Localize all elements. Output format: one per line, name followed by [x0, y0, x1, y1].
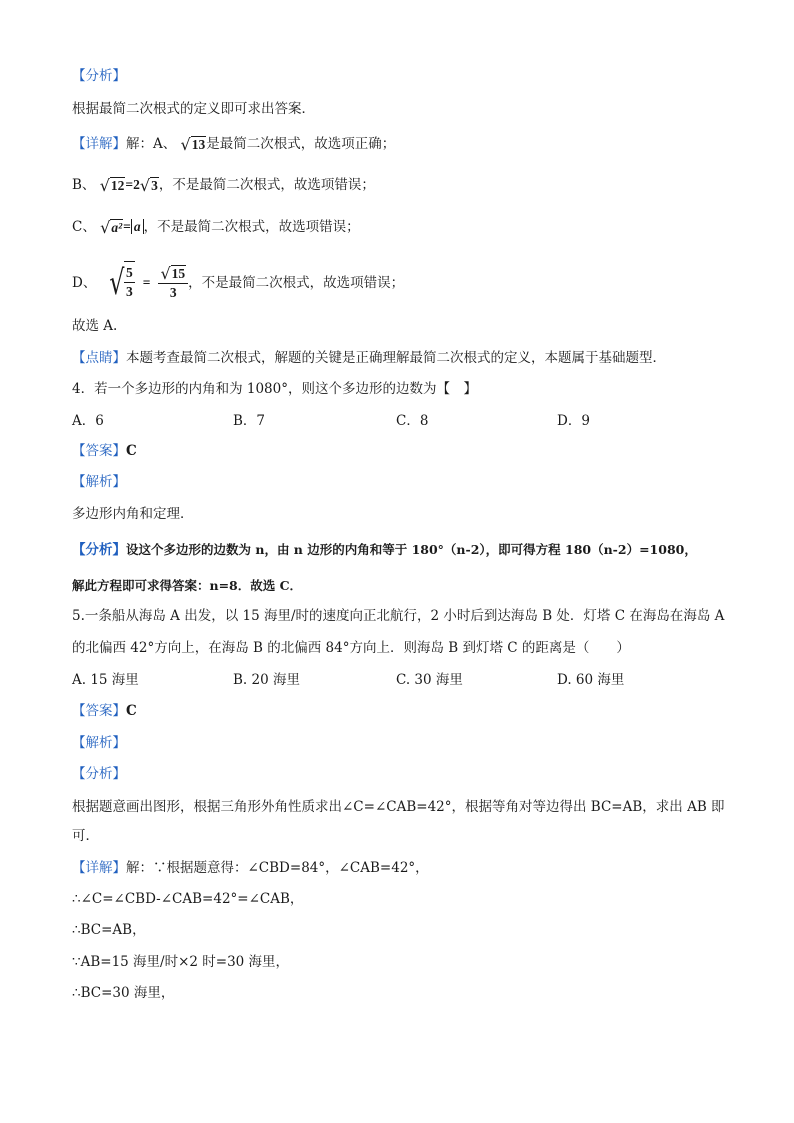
- q4-answer-line: [72, 441, 734, 461]
- q4-stem: 4．若一个多边形的内角和为 1080°，则这个多边形的边数为【 】: [72, 381, 477, 397]
- option-b-prefix: B、: [72, 177, 96, 193]
- sqrt-3-radicand: 3: [151, 177, 158, 193]
- q5-option-c: C. 30 海里: [396, 672, 463, 688]
- detail-prefix: 解：A、: [126, 136, 177, 152]
- q5-stem-2: 的北偏西 42°方向上，在海岛 B 的北偏西 84°方向上．则海岛 B 到灯塔 C 的距离是（ ）: [72, 640, 630, 656]
- frac-5-den: 3: [126, 284, 133, 299]
- q5-answer: C: [126, 703, 137, 719]
- detail-line-a: [72, 134, 734, 154]
- q4-option-c: C．8: [396, 413, 429, 429]
- q4-topic: 多边形内角和定理．: [72, 506, 194, 522]
- q5-detail-4: ∵AB=15 海里/时×2 时=30 海里，: [72, 954, 290, 970]
- sqrt-3: √ 3: [139, 175, 158, 195]
- q5-answer-line: [72, 701, 734, 721]
- frac-5-num: 5: [124, 264, 135, 283]
- sqrt-15-radicand: 15: [171, 265, 186, 281]
- choose-a: 故选 A.: [72, 318, 118, 334]
- b-equals: =2: [125, 177, 140, 192]
- sqrt-13: √ 13: [180, 134, 206, 154]
- sqrt-a-squared-radicand: a²: [111, 219, 123, 235]
- q5-analysis-text2: 可．: [72, 828, 99, 844]
- d-equals: =: [142, 275, 151, 290]
- option-d-prefix: D、: [72, 275, 97, 291]
- q5-option-a: A. 15 海里: [72, 672, 139, 688]
- q4-analysis-text: 设这个多边形的边数为 n，由 n 边形的内角和等于 180°（n-2），即可得方程 180（n-2）=1080，: [126, 542, 697, 557]
- q5-detail-5: ∴BC=30 海里，: [72, 985, 175, 1001]
- sqrt-5-over-3: √ $\frac{5}{3}$: [109, 263, 133, 303]
- q5-detail-3: ∴BC=AB，: [72, 922, 146, 938]
- sqrt15-over-3: √ 15 3: [158, 264, 188, 302]
- q4-option-a: A．6: [72, 413, 104, 429]
- q5-answer-label: 【答案】: [72, 703, 126, 719]
- q5-stem-1: 5.一条船从海岛 A 出发，以 15 海里/时的速度向正北航行，2 小时后到达海岛 B 处．灯塔 C 在海岛在海岛 A: [72, 608, 725, 624]
- sqrt-a-squared: √ a²: [100, 217, 123, 237]
- q5-detail-2: ∴∠C=∠CBD-∠CAB=42°=∠CAB，: [72, 891, 304, 907]
- q5-jiexi-label: 【解析】: [72, 735, 126, 751]
- option-b-suffix: ，不是最简二次根式，故选项错误；: [158, 177, 375, 193]
- option-c-line: [72, 217, 734, 237]
- q4-analysis-label: 【分析】: [72, 542, 126, 558]
- option-d-line: [72, 258, 734, 308]
- analysis-label: 【分析】: [72, 68, 126, 84]
- q5-option-b: B. 20 海里: [233, 672, 300, 688]
- c-equals: =: [123, 219, 131, 234]
- q4-answer-label: 【答案】: [72, 443, 126, 459]
- detail-label: 【详解】: [72, 136, 126, 152]
- detail-a-suffix: 是最简二次根式，故选项正确；: [206, 136, 396, 152]
- sqrt-12: √ 12: [99, 175, 125, 195]
- sqrt-12-radicand: 12: [110, 177, 125, 193]
- q5-detail-label: 【详解】: [72, 860, 126, 876]
- q4-option-d: D．9: [557, 413, 590, 429]
- q5-analysis-text1: 根据题意画出图形，根据三角形外角性质求出∠C=∠CAB=42°，根据等角对等边得出 BC=AB，求出 AB 即: [72, 799, 725, 815]
- q4-option-b: B．7: [233, 413, 266, 429]
- dianjing-text: 本题考查最简二次根式，解题的关键是正确理解最简二次根式的定义，本题属于基础题型．: [126, 350, 666, 366]
- option-c-suffix: ，不是最简二次根式，故选项错误；: [143, 219, 360, 235]
- analysis-text: 根据最简二次根式的定义即可求出答案．: [72, 101, 315, 117]
- dianjing-label: 【点睛】: [72, 350, 126, 366]
- q5-option-d: D. 60 海里: [557, 672, 625, 688]
- sqrt-13-radicand: 13: [191, 136, 206, 152]
- q4-jiexi-label: 【解析】: [72, 474, 126, 490]
- abs-a: a: [131, 219, 144, 234]
- q4-analysis-line: [72, 540, 734, 560]
- option-b-line: [72, 175, 734, 195]
- frac-15-den: 3: [169, 284, 177, 300]
- option-d-suffix: ，不是最简二次根式，故选项错误；: [188, 275, 405, 291]
- q5-analysis-label: 【分析】: [72, 766, 126, 782]
- q5-detail-line-1: [72, 858, 734, 878]
- q5-detail-1: 解：∵根据题意得：∠CBD=84°，∠CAB=42°，: [126, 860, 429, 876]
- q4-analysis-text2: 解此方程即可求得答案：n=8．故选 C．: [72, 578, 303, 593]
- q4-answer: C: [126, 443, 137, 459]
- option-c-prefix: C、: [72, 219, 96, 235]
- dianjing-line: [72, 348, 734, 368]
